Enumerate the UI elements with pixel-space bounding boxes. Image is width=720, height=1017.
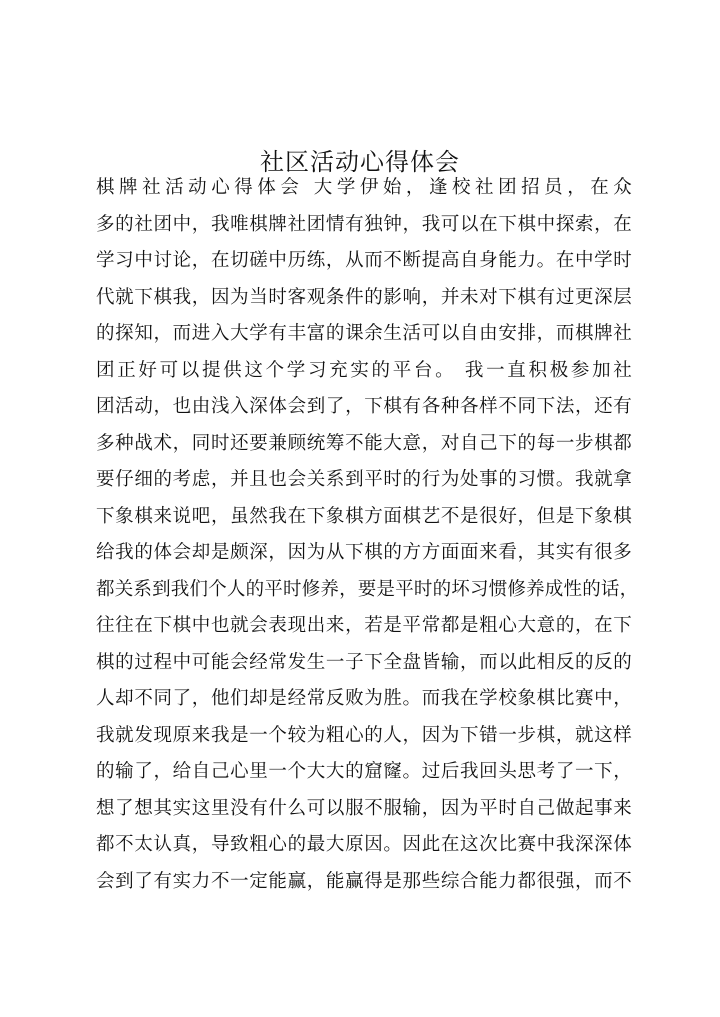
body-line: 的探知，而进入大学有丰富的课余生活可以自由安排，而棋牌社 (96, 323, 632, 344)
document-title: 社区活动心得体会 (260, 148, 460, 177)
body-line: 都不太认真，导致粗心的最大原因。因此在这次比赛中我深深体 (96, 834, 632, 855)
body-line: 我就发现原来我是一个较为粗心的人，因为下错一步棋，就这样 (96, 724, 632, 746)
body-line: 想了想其实这里没有什么可以服不服输，因为平时自己做起事来 (96, 797, 632, 819)
document-body (96, 170, 639, 900)
body-line: 下象棋来说吧，虽然我在下象棋方面棋艺不是很好，但是下象棋 (96, 505, 632, 527)
body-line: 多种战术，同时还要兼顾统筹不能大意，对自己下的每一步棋都 (96, 432, 632, 454)
body-line: 往往在下棋中也就会表现出来，若是平常都是粗心大意的，在下 (96, 615, 632, 636)
body-line: 团正好可以提供这个学习充实的平台。 我一直积极参加社 (96, 359, 632, 381)
body-line: 人却不同了，他们却是经常反败为胜。而我在学校象棋比赛中， (96, 688, 632, 709)
body-line: 棋的过程中可能会经常发生一子下全盘皆输，而以此相反的反的 (96, 651, 632, 673)
body-line: 的输了，给自己心里一个大大的窟窿。过后我回头思考了一下， (96, 761, 632, 782)
body-line: 棋牌社活动心得体会 大学伊始，逢校社团招员，在众 (96, 177, 632, 198)
body-line: 要仔细的考虑，并且也会关系到平时的行为处事的习惯。我就拿 (96, 469, 632, 490)
body-line: 多的社团中，我唯棋牌社团情有独钟，我可以在下棋中探索，在 (96, 213, 632, 235)
body-line: 给我的体会却是颇深，因为从下棋的方方面面来看，其实有很多 (96, 542, 632, 563)
body-line: 都关系到我们个人的平时修养，要是平时的坏习惯修养成性的话， (96, 578, 639, 600)
body-line: 学习中讨论，在切磋中历练，从而不断提高自身能力。在中学时 (96, 250, 632, 271)
body-line: 会到了有实力不一定能赢，能赢得是那些综合能力都很强，而不 (96, 870, 632, 892)
body-line: 代就下棋我，因为当时客观条件的影响，并未对下棋有过更深层 (96, 286, 632, 308)
body-line: 团活动，也由浅入深体会到了，下棋有各种各样不同下法，还有 (96, 396, 632, 417)
